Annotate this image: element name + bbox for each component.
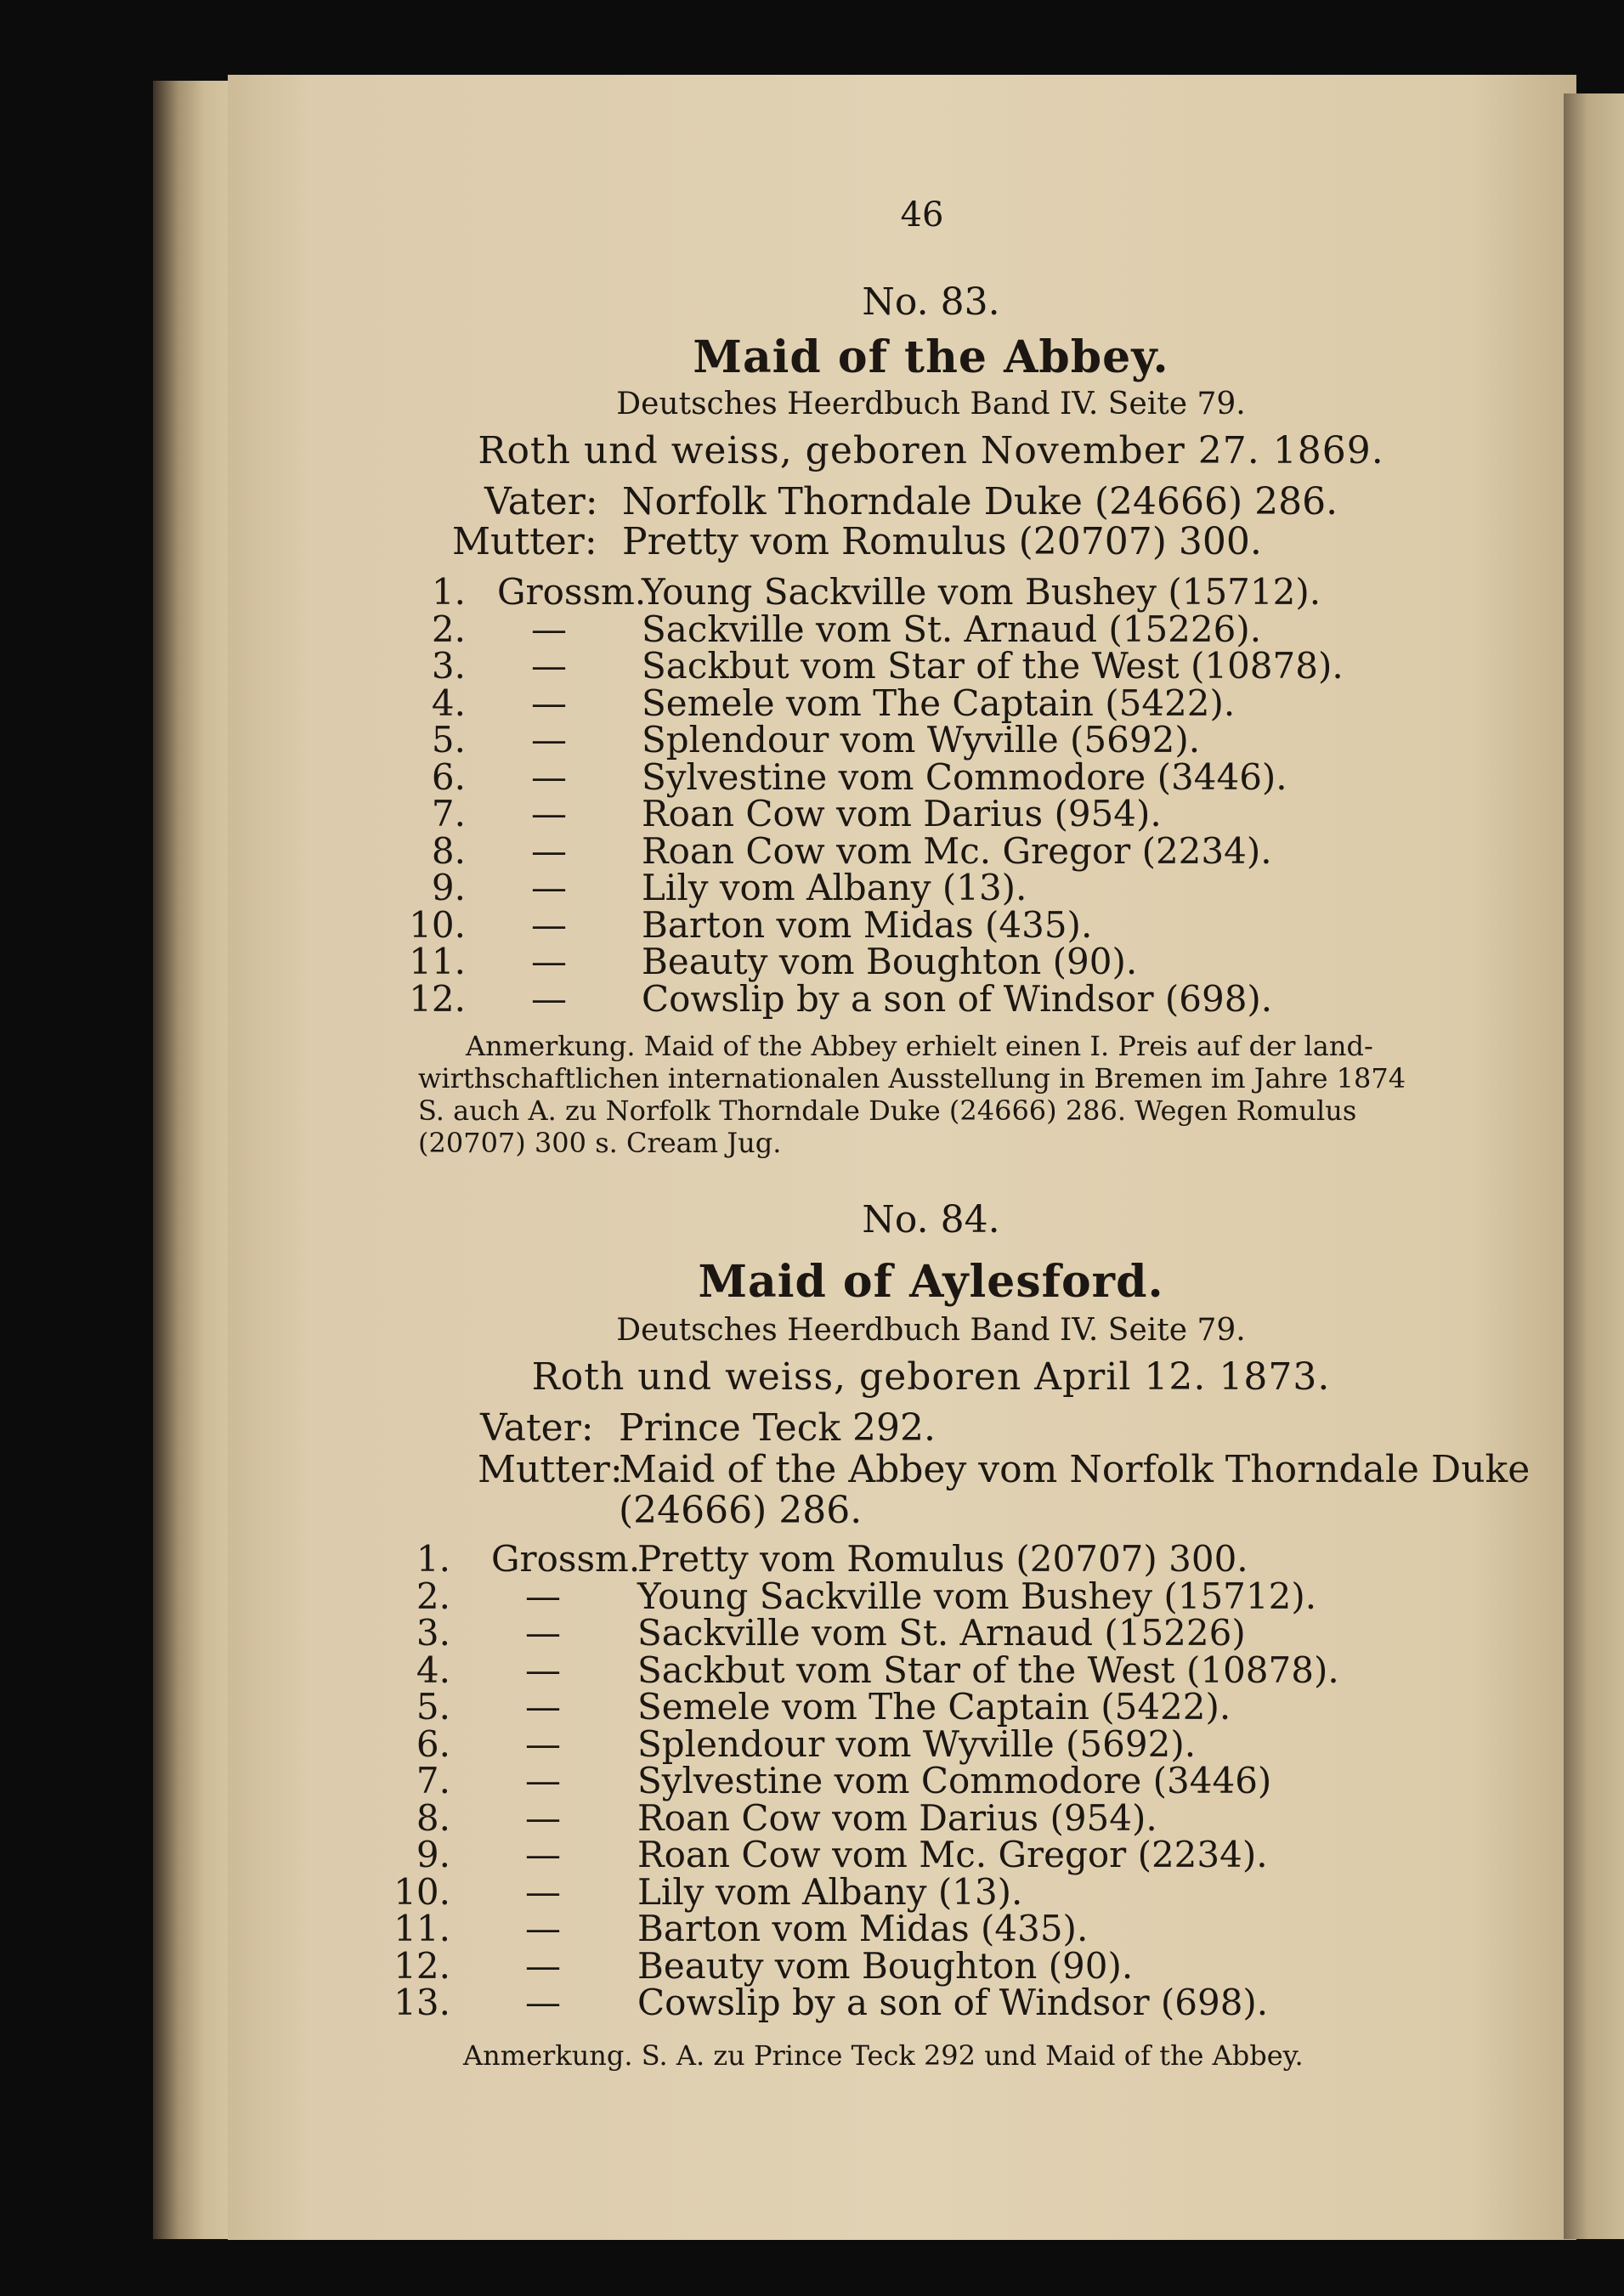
pedigree-number: 13. <box>393 1982 450 2023</box>
entry-84-color-birth: Roth und weiss, geboren April 12. 1873. <box>531 1355 1331 1399</box>
pedigree-number: 10. <box>393 1870 450 1913</box>
pedigree-ancestor: Roan Cow vom Mc. Gregor (2234). <box>637 1834 1268 1875</box>
pedigree-ancestor: Lily vom Albany (13). <box>637 1870 1023 1913</box>
pedigree-ditto-dash: — <box>525 1908 561 1949</box>
entry-84-mutter-cont: (24666) 286. <box>619 1489 863 1532</box>
pedigree-ancestor: Sackbut vom Star of the West (10878). <box>642 645 1344 687</box>
pedigree-ancestor: Splendour vom Wyville (5692). <box>642 719 1201 761</box>
pedigree-grossm-label: Grossm. <box>497 571 647 613</box>
pedigree-number: 3. <box>431 645 466 687</box>
pedigree-ditto-dash: — <box>525 1575 561 1617</box>
pedigree-ancestor: Beauty vom Boughton (90). <box>637 1944 1134 1987</box>
pedigree-ditto-dash: — <box>531 719 567 761</box>
pedigree-ancestor: Roan Cow vom Darius (954). <box>642 793 1162 834</box>
pedigree-ancestor: Cowslip by a son of Windsor (698). <box>637 1982 1269 2023</box>
pedigree-ditto-dash: — <box>531 829 567 872</box>
pedigree-number: 9. <box>416 1834 450 1875</box>
pedigree-ditto-dash: — <box>531 977 567 1020</box>
entry-83-note-line: (20707) 300 s. Cream Jug. <box>418 1127 782 1159</box>
pedigree-ancestor: Splendour vom Wyville (5692). <box>637 1722 1197 1765</box>
entry-83-mutter-label: Mutter: <box>452 520 597 563</box>
pedigree-number: 7. <box>431 793 466 834</box>
pedigree-ditto-dash: — <box>525 1982 561 2023</box>
pedigree-ditto-dash: — <box>525 1870 561 1913</box>
pedigree-number: 12. <box>409 977 466 1020</box>
pedigree-ancestor: Sackville vom St. Arnaud (15226). <box>642 608 1262 650</box>
pedigree-ancestor: Semele vom The Captain (5422). <box>637 1686 1231 1728</box>
pedigree-number: 7. <box>416 1760 450 1801</box>
pedigree-number: 6. <box>416 1722 450 1765</box>
pedigree-ditto-dash: — <box>525 1686 561 1728</box>
pedigree-ditto-dash: — <box>531 941 567 982</box>
entry-84-title: Maid of Aylesford. <box>698 1256 1164 1308</box>
pedigree-ancestor: Semele vom The Captain (5422). <box>642 681 1236 724</box>
entry-84-mutter: Maid of the Abbey vom Norfolk Thorndale Duke <box>619 1448 1531 1491</box>
pedigree-ditto-dash: — <box>531 867 567 908</box>
pedigree-number: 4. <box>431 681 466 724</box>
pedigree-number: 2. <box>416 1575 450 1617</box>
entry-84-mutter-label: Mutter: <box>478 1448 623 1491</box>
entry-83-herdbook: Deutsches Heerdbuch Band IV. Seite 79. <box>616 387 1246 421</box>
pedigree-ancestor: Barton vom Midas (435). <box>642 903 1093 946</box>
pedigree-ditto-dash: — <box>531 793 567 834</box>
pedigree-ditto-dash: — <box>525 1648 561 1691</box>
entry-84-vater: Prince Teck 292. <box>619 1406 936 1450</box>
pedigree-number: 9. <box>431 867 466 908</box>
pedigree-number: 11. <box>409 941 466 982</box>
pedigree-grossm-label: Grossm. <box>491 1538 641 1580</box>
pedigree-number: 10. <box>409 903 466 946</box>
entry-83-note-line: wirthschaftlichen internationalen Ausstellung in Bremen im Jahre 1874 <box>418 1062 1406 1094</box>
pedigree-ditto-dash: — <box>531 681 567 724</box>
entry-83-title: Maid of the Abbey. <box>693 331 1169 383</box>
pedigree-ancestor: Roan Cow vom Darius (954). <box>637 1796 1157 1839</box>
entry-83-mutter: Pretty vom Romulus (20707) 300. <box>622 520 1262 563</box>
entry-84-note-line: Anmerkung. S. A. zu Prince Teck 292 und Maid of the Abbey. <box>463 2039 1304 2072</box>
pedigree-ancestor: Roan Cow vom Mc. Gregor (2234). <box>642 829 1272 872</box>
pedigree-number: 5. <box>416 1686 450 1728</box>
pedigree-ancestor: Cowslip by a son of Windsor (698). <box>642 977 1273 1020</box>
pedigree-ditto-dash: — <box>531 645 567 687</box>
entry-83-note-line: Anmerkung. Maid of the Abbey erhielt einen I. Preis auf der land- <box>466 1030 1373 1062</box>
pedigree-number: 5. <box>431 719 466 761</box>
pedigree-ancestor: Sylvestine vom Commodore (3446) <box>637 1760 1272 1801</box>
pedigree-number: 4. <box>416 1648 450 1691</box>
pedigree-ditto-dash: — <box>525 1722 561 1765</box>
pedigree-ditto-dash: — <box>525 1796 561 1839</box>
entry-84-vater-label: Vater: <box>480 1406 594 1450</box>
pedigree-ditto-dash: — <box>525 1944 561 1987</box>
pedigree-number: 11. <box>393 1908 450 1949</box>
entry-83-vater: Norfolk Thorndale Duke (24666) 286. <box>622 480 1338 523</box>
pedigree-number: 2. <box>431 608 466 650</box>
pedigree-ancestor: Young Sackville vom Bushey (15712). <box>637 1575 1317 1617</box>
entry-83-number: No. 83. <box>862 280 1000 324</box>
pedigree-ancestor: Beauty vom Boughton (90). <box>642 941 1138 982</box>
pedigree-ancestor: Lily vom Albany (13). <box>642 867 1027 908</box>
pedigree-ancestor: Sackbut vom Star of the West (10878). <box>637 1648 1339 1691</box>
pedigree-number: 1. <box>416 1538 450 1580</box>
pedigree-ancestor: Young Sackville vom Bushey (15712). <box>642 571 1321 613</box>
pedigree-ditto-dash: — <box>525 1834 561 1875</box>
pedigree-ditto-dash: — <box>531 608 567 650</box>
pedigree-ditto-dash: — <box>525 1760 561 1801</box>
entry-83-vater-label: Vater: <box>484 480 598 523</box>
page-number: 46 <box>900 195 944 235</box>
entry-84-number: No. 84. <box>862 1198 1000 1241</box>
pedigree-ditto-dash: — <box>531 903 567 946</box>
pedigree-ancestor: Sylvestine vom Commodore (3446). <box>642 755 1287 798</box>
pedigree-number: 3. <box>416 1612 450 1654</box>
pedigree-number: 1. <box>431 571 466 613</box>
pedigree-ancestor: Barton vom Midas (435). <box>637 1908 1089 1949</box>
pedigree-number: 8. <box>431 829 466 872</box>
entry-83-note-line: S. auch A. zu Norfolk Thorndale Duke (24666) 286. Wegen Romulus <box>418 1094 1357 1127</box>
pedigree-ditto-dash: — <box>525 1612 561 1654</box>
pedigree-number: 8. <box>416 1796 450 1839</box>
entry-84-herdbook: Deutsches Heerdbuch Band IV. Seite 79. <box>616 1313 1246 1348</box>
pedigree-ancestor: Pretty vom Romulus (20707) 300. <box>637 1538 1248 1580</box>
pedigree-number: 6. <box>431 755 466 798</box>
pedigree-number: 12. <box>393 1944 450 1987</box>
entry-83-color-birth: Roth und weiss, geboren November 27. 1869. <box>478 429 1384 472</box>
pedigree-ancestor: Sackville vom St. Arnaud (15226) <box>637 1612 1246 1654</box>
pedigree-ditto-dash: — <box>531 755 567 798</box>
